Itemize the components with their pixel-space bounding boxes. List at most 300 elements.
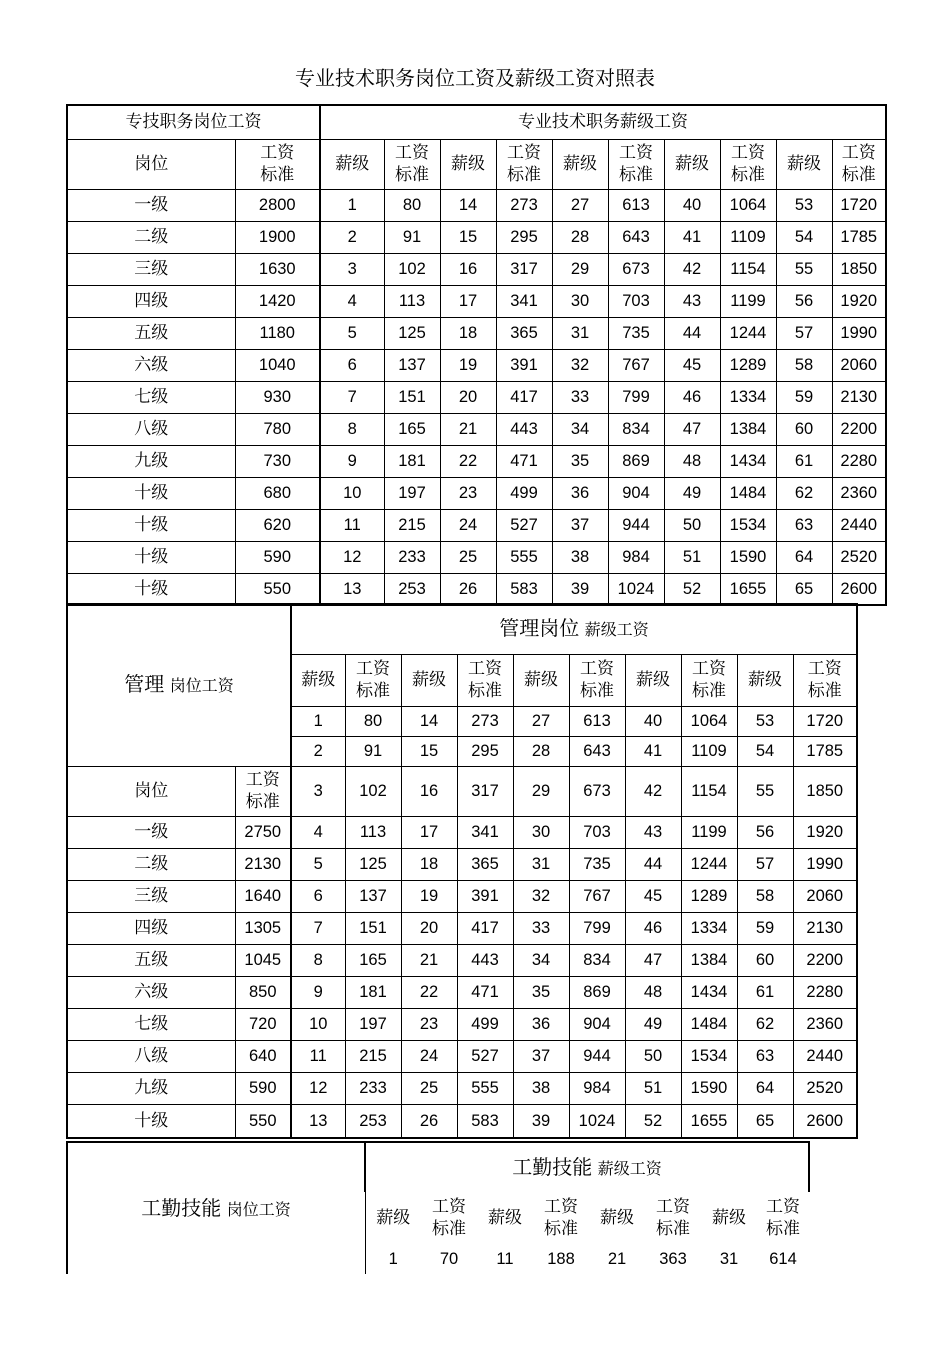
amount-cell: 1334 bbox=[681, 912, 737, 944]
amount-cell: 735 bbox=[608, 317, 664, 349]
amount-cell: 1484 bbox=[720, 477, 776, 509]
amount-cell: 1244 bbox=[681, 848, 737, 880]
grade-cell: 53 bbox=[776, 189, 832, 221]
amount-cell: 2200 bbox=[832, 413, 886, 445]
grade-cell: 38 bbox=[552, 541, 608, 573]
post-name: 十级 bbox=[67, 541, 235, 573]
post-name: 八级 bbox=[67, 413, 235, 445]
table-row bbox=[67, 976, 857, 1008]
grade-cell: 23 bbox=[440, 477, 496, 509]
amount-cell: 643 bbox=[569, 736, 625, 766]
amount-cell: 295 bbox=[496, 221, 552, 253]
grade-header: 薪级 bbox=[625, 654, 681, 706]
post-value: 680 bbox=[235, 477, 320, 509]
grade-cell: 12 bbox=[320, 541, 384, 573]
grade-cell: 55 bbox=[737, 766, 793, 816]
amount-cell: 341 bbox=[457, 816, 513, 848]
grade-cell: 19 bbox=[440, 349, 496, 381]
amount-cell: 188 bbox=[547, 1250, 575, 1268]
tech-grade-header: 专业技术职务薪级工资 bbox=[320, 105, 886, 139]
grade-cell: 61 bbox=[737, 976, 793, 1008]
post-value: 2750 bbox=[235, 816, 291, 848]
table-row bbox=[67, 848, 857, 880]
amount-cell: 1384 bbox=[720, 413, 776, 445]
amount-cell: 673 bbox=[608, 253, 664, 285]
amount-cell: 102 bbox=[345, 766, 401, 816]
std-header: 工资 标准 bbox=[457, 654, 513, 706]
amount-cell: 2520 bbox=[793, 1072, 857, 1104]
amount-cell: 1024 bbox=[608, 573, 664, 605]
table-row bbox=[67, 1040, 857, 1072]
amount-cell: 341 bbox=[496, 285, 552, 317]
grade-cell: 37 bbox=[552, 509, 608, 541]
table-row bbox=[67, 349, 886, 381]
amount-cell: 1990 bbox=[832, 317, 886, 349]
grade-cell: 44 bbox=[625, 848, 681, 880]
post-name: 一级 bbox=[67, 189, 235, 221]
amount-cell: 984 bbox=[608, 541, 664, 573]
page-title: 专业技术职务岗位工资及薪级工资对照表 bbox=[295, 66, 655, 90]
grade-cell: 6 bbox=[320, 349, 384, 381]
amount-cell: 2280 bbox=[832, 445, 886, 477]
mgmt-grade-title: 管理岗位 薪级工资 bbox=[291, 604, 857, 654]
amount-cell: 1484 bbox=[681, 1008, 737, 1040]
std-header: 工资 标准 bbox=[681, 654, 737, 706]
amount-cell: 113 bbox=[384, 285, 440, 317]
post-name: 五级 bbox=[67, 944, 235, 976]
post-name: 七级 bbox=[67, 381, 235, 413]
grade-cell: 30 bbox=[552, 285, 608, 317]
post-value: 720 bbox=[235, 1008, 291, 1040]
grade-cell: 14 bbox=[401, 706, 457, 736]
grade-cell: 9 bbox=[291, 976, 345, 1008]
grade-cell: 39 bbox=[552, 573, 608, 605]
grade-cell: 60 bbox=[737, 944, 793, 976]
amount-cell: 471 bbox=[496, 445, 552, 477]
amount-cell: 1655 bbox=[720, 573, 776, 605]
amount-cell: 197 bbox=[345, 1008, 401, 1040]
amount-cell: 834 bbox=[608, 413, 664, 445]
amount-cell: 273 bbox=[457, 706, 513, 736]
grade-cell: 11 bbox=[496, 1250, 514, 1268]
table-row bbox=[67, 1104, 857, 1138]
amount-cell: 1720 bbox=[832, 189, 886, 221]
grade-cell: 38 bbox=[513, 1072, 569, 1104]
amount-cell: 1109 bbox=[681, 736, 737, 766]
post-name: 二级 bbox=[67, 221, 235, 253]
amount-cell: 125 bbox=[345, 848, 401, 880]
amount-cell: 363 bbox=[659, 1250, 687, 1268]
grade-cell: 62 bbox=[776, 477, 832, 509]
grade-cell: 63 bbox=[776, 509, 832, 541]
grade-cell: 53 bbox=[737, 706, 793, 736]
amount-cell: 1590 bbox=[720, 541, 776, 573]
table-row bbox=[67, 413, 886, 445]
post-name: 二级 bbox=[67, 848, 235, 880]
amount-cell: 944 bbox=[569, 1040, 625, 1072]
grade-header: 薪级 bbox=[600, 1208, 634, 1228]
grade-cell: 46 bbox=[664, 381, 720, 413]
amount-cell: 2440 bbox=[832, 509, 886, 541]
post-value: 1040 bbox=[235, 349, 320, 381]
grade-cell: 4 bbox=[320, 285, 384, 317]
amount-cell: 151 bbox=[345, 912, 401, 944]
amount-cell: 253 bbox=[384, 573, 440, 605]
table-row bbox=[67, 816, 857, 848]
grade-cell: 58 bbox=[737, 880, 793, 912]
grade-cell: 31 bbox=[719, 1250, 739, 1268]
tech-post-header: 专技职务岗位工资 bbox=[67, 105, 320, 139]
grade-cell: 18 bbox=[440, 317, 496, 349]
std-header: 工资 标准 bbox=[384, 139, 440, 189]
post-value: 2130 bbox=[235, 848, 291, 880]
amount-cell: 1289 bbox=[720, 349, 776, 381]
grade-cell: 2 bbox=[320, 221, 384, 253]
std-header: 工资 标准 bbox=[235, 139, 320, 189]
grade-cell: 35 bbox=[552, 445, 608, 477]
grade-cell: 30 bbox=[513, 816, 569, 848]
amount-cell: 703 bbox=[608, 285, 664, 317]
amount-cell: 555 bbox=[457, 1072, 513, 1104]
amount-cell: 165 bbox=[345, 944, 401, 976]
amount-cell: 1990 bbox=[793, 848, 857, 880]
amount-cell: 2360 bbox=[793, 1008, 857, 1040]
amount-cell: 2600 bbox=[832, 573, 886, 605]
grade-cell: 4 bbox=[291, 816, 345, 848]
amount-cell: 527 bbox=[457, 1040, 513, 1072]
post-value: 1630 bbox=[235, 253, 320, 285]
amount-cell: 1109 bbox=[720, 221, 776, 253]
post-value: 590 bbox=[235, 1072, 291, 1104]
grade-cell: 36 bbox=[552, 477, 608, 509]
grade-cell: 56 bbox=[737, 816, 793, 848]
post-name: 四级 bbox=[67, 285, 235, 317]
amount-cell: 91 bbox=[345, 736, 401, 766]
amount-cell: 80 bbox=[345, 706, 401, 736]
grade-cell: 19 bbox=[401, 880, 457, 912]
amount-cell: 1785 bbox=[832, 221, 886, 253]
std-header: 工资 标准 bbox=[608, 139, 664, 189]
grade-cell: 41 bbox=[664, 221, 720, 253]
post-value: 930 bbox=[235, 381, 320, 413]
amount-cell: 70 bbox=[439, 1250, 459, 1268]
amount-cell: 443 bbox=[496, 413, 552, 445]
amount-cell: 391 bbox=[496, 349, 552, 381]
grade-cell: 42 bbox=[664, 253, 720, 285]
amount-cell: 113 bbox=[345, 816, 401, 848]
amount-cell: 417 bbox=[457, 912, 513, 944]
grade-cell: 47 bbox=[664, 413, 720, 445]
work-post-title: 工勤技能 岗位工资 bbox=[67, 1142, 365, 1274]
grade-header: 薪级 bbox=[513, 654, 569, 706]
grade-cell: 29 bbox=[513, 766, 569, 816]
amount-cell: 2600 bbox=[793, 1104, 857, 1138]
table-row bbox=[67, 285, 886, 317]
grade-cell: 55 bbox=[776, 253, 832, 285]
table-row bbox=[67, 1008, 857, 1040]
grade-cell: 34 bbox=[552, 413, 608, 445]
post-value: 1420 bbox=[235, 285, 320, 317]
grade-cell: 54 bbox=[776, 221, 832, 253]
table-row bbox=[67, 509, 886, 541]
amount-cell: 499 bbox=[496, 477, 552, 509]
grade-cell: 26 bbox=[401, 1104, 457, 1138]
amount-cell: 1334 bbox=[720, 381, 776, 413]
grade-cell: 6 bbox=[291, 880, 345, 912]
amount-cell: 1434 bbox=[681, 976, 737, 1008]
grade-cell: 31 bbox=[513, 848, 569, 880]
amount-cell: 215 bbox=[345, 1040, 401, 1072]
amount-cell: 233 bbox=[345, 1072, 401, 1104]
table-row bbox=[67, 477, 886, 509]
post-value: 1640 bbox=[235, 880, 291, 912]
post-name: 一级 bbox=[67, 816, 235, 848]
grade-cell: 35 bbox=[513, 976, 569, 1008]
grade-cell: 51 bbox=[664, 541, 720, 573]
post-value: 1305 bbox=[235, 912, 291, 944]
post-name: 六级 bbox=[67, 349, 235, 381]
grade-cell: 57 bbox=[776, 317, 832, 349]
grade-cell: 17 bbox=[440, 285, 496, 317]
std-header: 工资 标准 bbox=[432, 1197, 466, 1239]
amount-cell: 613 bbox=[569, 706, 625, 736]
grade-cell: 52 bbox=[625, 1104, 681, 1138]
amount-cell: 1655 bbox=[681, 1104, 737, 1138]
amount-cell: 197 bbox=[384, 477, 440, 509]
amount-cell: 944 bbox=[608, 509, 664, 541]
grade-cell: 20 bbox=[440, 381, 496, 413]
grade-header: 薪级 bbox=[737, 654, 793, 706]
amount-cell: 1920 bbox=[832, 285, 886, 317]
amount-cell: 1534 bbox=[720, 509, 776, 541]
amount-cell: 137 bbox=[384, 349, 440, 381]
grade-cell: 7 bbox=[291, 912, 345, 944]
table-row bbox=[67, 381, 886, 413]
grade-header: 薪级 bbox=[552, 139, 608, 189]
std-header: 工资 标准 bbox=[496, 139, 552, 189]
grade-cell: 20 bbox=[401, 912, 457, 944]
grade-cell: 21 bbox=[607, 1250, 627, 1268]
post-name: 九级 bbox=[67, 1072, 235, 1104]
std-header: 工资 标准 bbox=[345, 654, 401, 706]
amount-cell: 869 bbox=[608, 445, 664, 477]
grade-cell: 60 bbox=[776, 413, 832, 445]
amount-cell: 2280 bbox=[793, 976, 857, 1008]
amount-cell: 317 bbox=[457, 766, 513, 816]
grade-cell: 57 bbox=[737, 848, 793, 880]
grade-cell: 2 bbox=[291, 736, 345, 766]
amount-cell: 253 bbox=[345, 1104, 401, 1138]
grade-header: 薪级 bbox=[440, 139, 496, 189]
std-header: 工资 标准 bbox=[569, 654, 625, 706]
amount-cell: 273 bbox=[496, 189, 552, 221]
amount-cell: 1154 bbox=[681, 766, 737, 816]
amount-cell: 984 bbox=[569, 1072, 625, 1104]
grade-cell: 14 bbox=[440, 189, 496, 221]
amount-cell: 869 bbox=[569, 976, 625, 1008]
table-row bbox=[67, 573, 886, 605]
grade-cell: 64 bbox=[776, 541, 832, 573]
grade-cell: 56 bbox=[776, 285, 832, 317]
grade-header: 薪级 bbox=[401, 654, 457, 706]
grade-cell: 63 bbox=[737, 1040, 793, 1072]
grade-header: 薪级 bbox=[376, 1208, 411, 1228]
grade-cell: 22 bbox=[401, 976, 457, 1008]
grade-cell: 48 bbox=[625, 976, 681, 1008]
grade-cell: 21 bbox=[440, 413, 496, 445]
amount-cell: 233 bbox=[384, 541, 440, 573]
table-row bbox=[67, 253, 886, 285]
table-row bbox=[67, 1072, 857, 1104]
tech-salary-table bbox=[66, 104, 887, 606]
std-header: 工资 标准 bbox=[832, 139, 886, 189]
grade-cell: 24 bbox=[401, 1040, 457, 1072]
amount-cell: 1850 bbox=[832, 253, 886, 285]
work-salary-table bbox=[66, 1141, 810, 1274]
post-header: 岗位 bbox=[67, 766, 235, 816]
grade-cell: 17 bbox=[401, 816, 457, 848]
grade-cell: 16 bbox=[440, 253, 496, 285]
std-header: 工资 标准 bbox=[766, 1197, 800, 1239]
grade-cell: 33 bbox=[552, 381, 608, 413]
grade-cell: 5 bbox=[291, 848, 345, 880]
std-header: 工资 标准 bbox=[720, 139, 776, 189]
grade-cell: 24 bbox=[440, 509, 496, 541]
grade-cell: 27 bbox=[513, 706, 569, 736]
grade-cell: 1 bbox=[291, 706, 345, 736]
amount-cell: 165 bbox=[384, 413, 440, 445]
amount-cell: 125 bbox=[384, 317, 440, 349]
grade-header: 薪级 bbox=[664, 139, 720, 189]
grade-cell: 47 bbox=[625, 944, 681, 976]
amount-cell: 1384 bbox=[681, 944, 737, 976]
grade-cell: 41 bbox=[625, 736, 681, 766]
grade-cell: 32 bbox=[513, 880, 569, 912]
post-name: 十级 bbox=[67, 1104, 235, 1138]
post-value: 1900 bbox=[235, 221, 320, 253]
post-value: 640 bbox=[235, 1040, 291, 1072]
grade-cell: 51 bbox=[625, 1072, 681, 1104]
amount-cell: 1154 bbox=[720, 253, 776, 285]
grade-cell: 22 bbox=[440, 445, 496, 477]
amount-cell: 1590 bbox=[681, 1072, 737, 1104]
amount-cell: 365 bbox=[457, 848, 513, 880]
grade-cell: 28 bbox=[552, 221, 608, 253]
amount-cell: 499 bbox=[457, 1008, 513, 1040]
table-row bbox=[67, 541, 886, 573]
table-row bbox=[67, 221, 886, 253]
std-header: 工资 标准 bbox=[656, 1197, 690, 1239]
post-value: 590 bbox=[235, 541, 320, 573]
grade-header: 薪级 bbox=[320, 139, 384, 189]
amount-cell: 1289 bbox=[681, 880, 737, 912]
amount-cell: 80 bbox=[384, 189, 440, 221]
grade-cell: 32 bbox=[552, 349, 608, 381]
grade-cell: 34 bbox=[513, 944, 569, 976]
post-name: 三级 bbox=[67, 880, 235, 912]
grade-cell: 33 bbox=[513, 912, 569, 944]
post-name: 八级 bbox=[67, 1040, 235, 1072]
post-value: 2800 bbox=[235, 189, 320, 221]
grade-cell: 45 bbox=[664, 349, 720, 381]
grade-cell: 31 bbox=[552, 317, 608, 349]
std-header: 工资 标准 bbox=[544, 1197, 578, 1239]
post-name: 十级 bbox=[67, 477, 235, 509]
table-row bbox=[67, 317, 886, 349]
post-name: 七级 bbox=[67, 1008, 235, 1040]
amount-cell: 1064 bbox=[720, 189, 776, 221]
amount-cell: 904 bbox=[569, 1008, 625, 1040]
amount-cell: 2440 bbox=[793, 1040, 857, 1072]
post-value: 550 bbox=[235, 1104, 291, 1138]
post-name: 三级 bbox=[67, 253, 235, 285]
amount-cell: 1534 bbox=[681, 1040, 737, 1072]
amount-cell: 295 bbox=[457, 736, 513, 766]
amount-cell: 2200 bbox=[793, 944, 857, 976]
grade-cell: 11 bbox=[291, 1040, 345, 1072]
grade-cell: 45 bbox=[625, 880, 681, 912]
amount-cell: 1244 bbox=[720, 317, 776, 349]
grade-cell: 21 bbox=[401, 944, 457, 976]
amount-cell: 767 bbox=[608, 349, 664, 381]
amount-cell: 767 bbox=[569, 880, 625, 912]
amount-cell: 215 bbox=[384, 509, 440, 541]
grade-cell: 59 bbox=[776, 381, 832, 413]
amount-cell: 583 bbox=[457, 1104, 513, 1138]
grade-cell: 9 bbox=[320, 445, 384, 477]
amount-cell: 2360 bbox=[832, 477, 886, 509]
amount-cell: 583 bbox=[496, 573, 552, 605]
amount-cell: 91 bbox=[384, 221, 440, 253]
grade-header: 薪级 bbox=[488, 1208, 522, 1228]
grade-cell: 52 bbox=[664, 573, 720, 605]
amount-cell: 799 bbox=[569, 912, 625, 944]
amount-cell: 1785 bbox=[793, 736, 857, 766]
grade-cell: 13 bbox=[320, 573, 384, 605]
amount-cell: 181 bbox=[345, 976, 401, 1008]
grade-cell: 62 bbox=[737, 1008, 793, 1040]
grade-cell: 54 bbox=[737, 736, 793, 766]
post-value: 1045 bbox=[235, 944, 291, 976]
amount-cell: 673 bbox=[569, 766, 625, 816]
post-value: 1180 bbox=[235, 317, 320, 349]
grade-cell: 25 bbox=[440, 541, 496, 573]
amount-cell: 181 bbox=[384, 445, 440, 477]
amount-cell: 102 bbox=[384, 253, 440, 285]
post-name: 十级 bbox=[67, 509, 235, 541]
post-name: 九级 bbox=[67, 445, 235, 477]
grade-cell: 7 bbox=[320, 381, 384, 413]
table-row bbox=[67, 944, 857, 976]
grade-cell: 44 bbox=[664, 317, 720, 349]
mgmt-post-title: 管理 岗位工资 bbox=[67, 604, 291, 766]
grade-cell: 12 bbox=[291, 1072, 345, 1104]
amount-cell: 151 bbox=[384, 381, 440, 413]
grade-header: 薪级 bbox=[291, 654, 345, 706]
amount-cell: 2520 bbox=[832, 541, 886, 573]
grade-cell: 37 bbox=[513, 1040, 569, 1072]
grade-cell: 39 bbox=[513, 1104, 569, 1138]
amount-cell: 2060 bbox=[832, 349, 886, 381]
post-value: 780 bbox=[235, 413, 320, 445]
grade-header: 薪级 bbox=[712, 1208, 746, 1228]
amount-cell: 391 bbox=[457, 880, 513, 912]
amount-cell: 443 bbox=[457, 944, 513, 976]
std-header: 工资 标准 bbox=[793, 654, 857, 706]
grade-cell: 43 bbox=[664, 285, 720, 317]
amount-cell: 365 bbox=[496, 317, 552, 349]
amount-cell: 317 bbox=[496, 253, 552, 285]
